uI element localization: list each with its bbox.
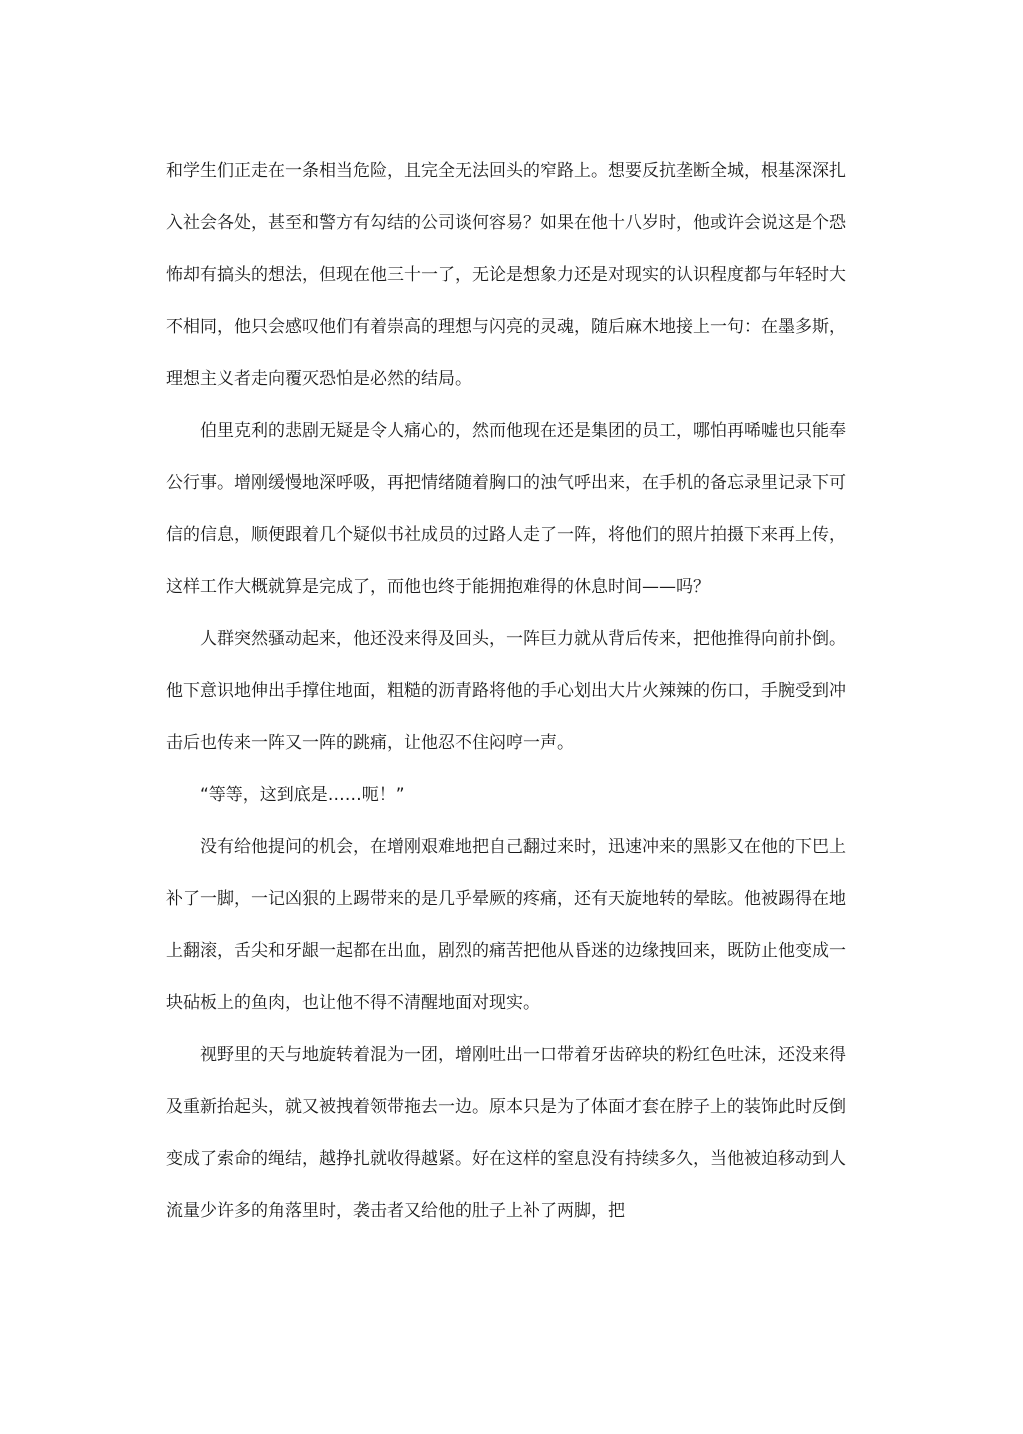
paragraph: 和学生们正走在一条相当危险，且完全无法回头的窄路上。想要反抗垄断全城，根基深深扎入社会各处，甚至和警方有勾结的公司谈何容易？如果在他十八岁时，他或许会说这是个恐怖却有搞头的想法，但现在他三十一了，无论是想象力还是对现实的认识程度都与年轻时大不相同，他只会感叹他们有着崇高的理想与闪亮的灵魂，随后麻木地接上一句：在墨多斯，理想主义者走向覆灭恐怕是必然的结局。 — [166, 161, 846, 389]
paragraph: 人群突然骚动起来，他还没来得及回头，一阵巨力就从背后传来，把他推得向前扑倒。他下意识地伸出手撑住地面，粗糙的沥青路将他的手心划出大片火辣辣的伤口，手腕受到冲击后也传来一阵又一阵的跳痛，让他忍不住闷哼一声。 — [166, 629, 846, 753]
dialogue-line: “等等，这到底是……呃！” — [200, 785, 405, 805]
paragraph: 伯里克利的悲剧无疑是令人痛心的，然而他现在还是集团的员工，哪怕再唏嘘也只能奉公行事。增刚缓慢地深呼吸，再把情绪随着胸口的浊气呼出来，在手机的备忘录里记录下可信的信息，顺便跟着几个疑似书社成员的过路人走了一阵，将他们的照片拍摄下来再上传，这样工作大概就算是完成了，而他也终于能拥抱难得的休息时间——吗？ — [166, 421, 846, 597]
paragraph: 没有给他提问的机会，在增刚艰难地把自己翻过来时，迅速冲来的黑影又在他的下巴上补了一脚，一记凶狠的上踢带来的是几乎晕厥的疼痛，还有天旋地转的晕眩。他被踢得在地上翻滚，舌尖和牙龈一起都在出血，剧烈的痛苦把他从昏迷的边缘拽回来，既防止他变成一块砧板上的鱼肉，也让他不得不清醒地面对现实。 — [166, 837, 846, 1013]
document-page — [166, 145, 846, 1237]
paragraph: 视野里的天与地旋转着混为一团，增刚吐出一口带着牙齿碎块的粉红色吐沫，还没来得及重新抬起头，就又被拽着领带拖去一边。原本只是为了体面才套在脖子上的装饰此时反倒变成了索命的绳结，越挣扎就收得越紧。好在这样的窒息没有持续多久，当他被迫移动到人流量少许多的角落里时，袭击者又给他的肚子上补了两脚，把 — [166, 1045, 846, 1221]
